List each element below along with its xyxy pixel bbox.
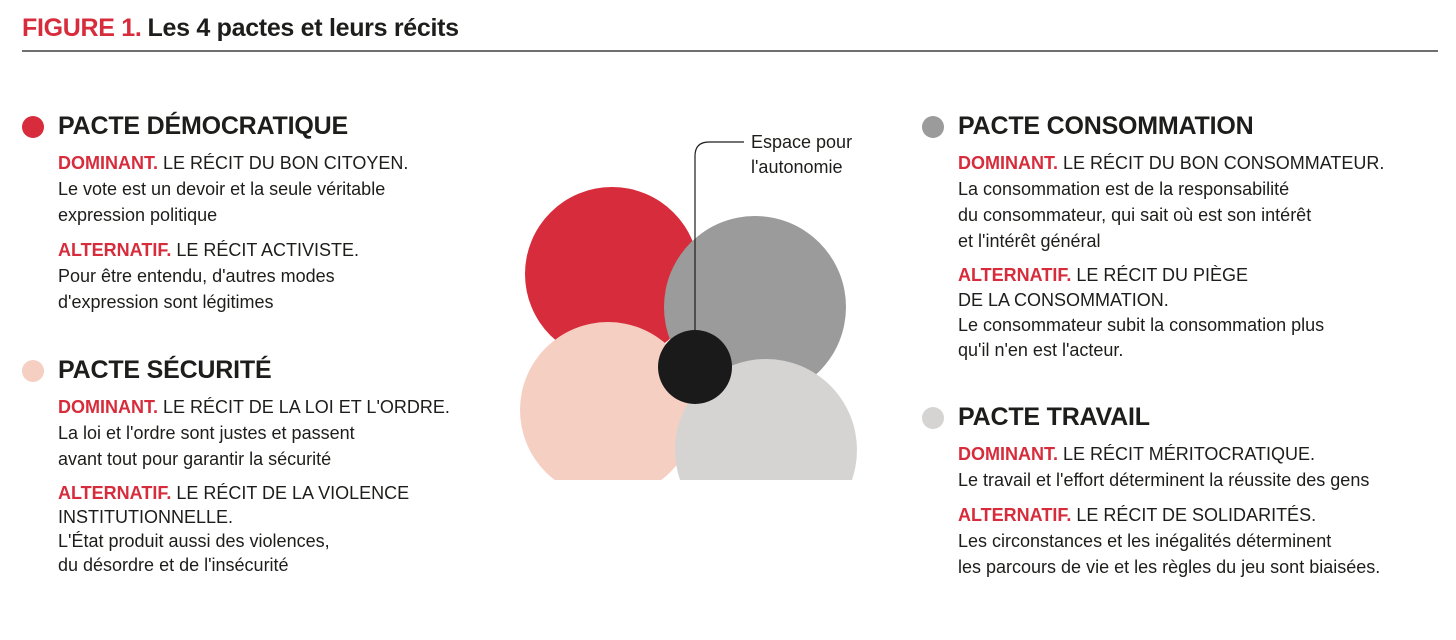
dominant-recit: LE RÉCIT DU BON CONSOMMATEUR. <box>1063 153 1385 173</box>
dominant-recit: LE RÉCIT MÉRITOCRATIQUE. <box>1063 444 1316 464</box>
alternatif-line: Pour être entendu, d'autres modes <box>58 266 335 286</box>
callout-line: l'autonomie <box>751 157 843 177</box>
pacte-democratique-alternatif <box>58 237 408 315</box>
pacte-securite-dominant <box>58 394 450 472</box>
pacte-democratique <box>22 112 408 315</box>
callout-line: Espace pour <box>751 132 853 152</box>
pacte-consommation-header <box>922 112 1384 144</box>
pacte-securite-dot <box>22 360 44 382</box>
alternatif-tag: ALTERNATIF. <box>958 505 1072 525</box>
dominant-tag: DOMINANT. <box>58 397 158 417</box>
alternatif-tag: ALTERNATIF. <box>958 265 1072 285</box>
alternatif-recit: LE RÉCIT DE LA VIOLENCE <box>176 483 410 503</box>
pacte-consommation <box>922 112 1384 363</box>
alternatif-line: Les circonstances et les inégalités déterminent <box>958 531 1332 551</box>
figure-label <box>22 14 459 43</box>
alternatif-line: L'État produit aussi des violences, <box>58 531 330 551</box>
pacte-securite-title: PACTE SÉCURITÉ <box>58 356 272 384</box>
pacte-democratique-title: PACTE DÉMOCRATIQUE <box>58 112 348 140</box>
dominant-tag: DOMINANT. <box>958 153 1058 173</box>
figure-header <box>22 12 1438 52</box>
alternatif-recit: LE RÉCIT DU PIÈGE <box>1076 265 1249 285</box>
dominant-line: Le travail et l'effort déterminent la réussite des gens <box>958 470 1370 490</box>
alternatif-line: d'expression sont légitimes <box>58 292 274 312</box>
pacte-travail-dominant <box>958 441 1380 493</box>
pacte-travail-alternatif <box>958 502 1380 580</box>
alternatif-tag: ALTERNATIF. <box>58 240 172 260</box>
dominant-line: avant tout pour garantir la sécurité <box>58 449 332 469</box>
alternatif-line: les parcours de vie et les règles du jeu sont biaisées. <box>958 557 1381 577</box>
pacte-securite-alternatif <box>58 481 450 577</box>
dominant-tag: DOMINANT. <box>58 153 158 173</box>
pacte-consommation-dot <box>922 116 944 138</box>
pacte-democratique-header <box>22 112 408 144</box>
dominant-tag: DOMINANT. <box>958 444 1058 464</box>
alternatif-recit: LE RÉCIT ACTIVISTE. <box>176 240 360 260</box>
callout-autonomie <box>751 130 852 180</box>
dominant-recit: LE RÉCIT DE LA LOI ET L'ORDRE. <box>163 397 450 417</box>
pacte-travail <box>922 403 1380 580</box>
alternatif-recit-cont: INSTITUTIONNELLE. <box>58 507 234 527</box>
alternatif-line: du désordre et de l'insécurité <box>58 555 289 575</box>
pacte-securite-header <box>22 356 450 388</box>
pacte-consommation-alternatif <box>958 263 1384 363</box>
dominant-recit: LE RÉCIT DU BON CITOYEN. <box>163 153 409 173</box>
alternatif-recit: LE RÉCIT DE SOLIDARITÉS. <box>1076 505 1317 525</box>
dominant-line: La consommation est de la responsabilité <box>958 179 1290 199</box>
pacte-consommation-dominant <box>958 150 1384 254</box>
dominant-line: La loi et l'ordre sont justes et passent <box>58 423 355 443</box>
dominant-line: Le vote est un devoir et la seule véritable <box>58 179 386 199</box>
dominant-line: et l'intérêt général <box>958 231 1101 251</box>
dominant-line: du consommateur, qui sait où est son intérêt <box>958 205 1312 225</box>
alternatif-line: qu'il n'en est l'acteur. <box>958 340 1124 360</box>
dominant-line: expression politique <box>58 205 218 225</box>
pacte-travail-header <box>922 403 1380 435</box>
alternatif-recit-cont: DE LA CONSOMMATION. <box>958 290 1169 310</box>
figure-title: Les 4 pactes et leurs récits <box>147 14 459 42</box>
pacte-consommation-title: PACTE CONSOMMATION <box>958 112 1254 140</box>
pacte-securite <box>22 356 450 577</box>
alternatif-line: Le consommateur subit la consommation plus <box>958 315 1325 335</box>
pacte-democratique-dot <box>22 116 44 138</box>
figure-number: FIGURE 1. <box>22 14 142 42</box>
circle-autonomie <box>658 330 732 404</box>
pacte-travail-dot <box>922 407 944 429</box>
pacte-travail-title: PACTE TRAVAIL <box>958 403 1150 431</box>
alternatif-tag: ALTERNATIF. <box>58 483 172 503</box>
pacte-democratique-dominant <box>58 150 408 228</box>
